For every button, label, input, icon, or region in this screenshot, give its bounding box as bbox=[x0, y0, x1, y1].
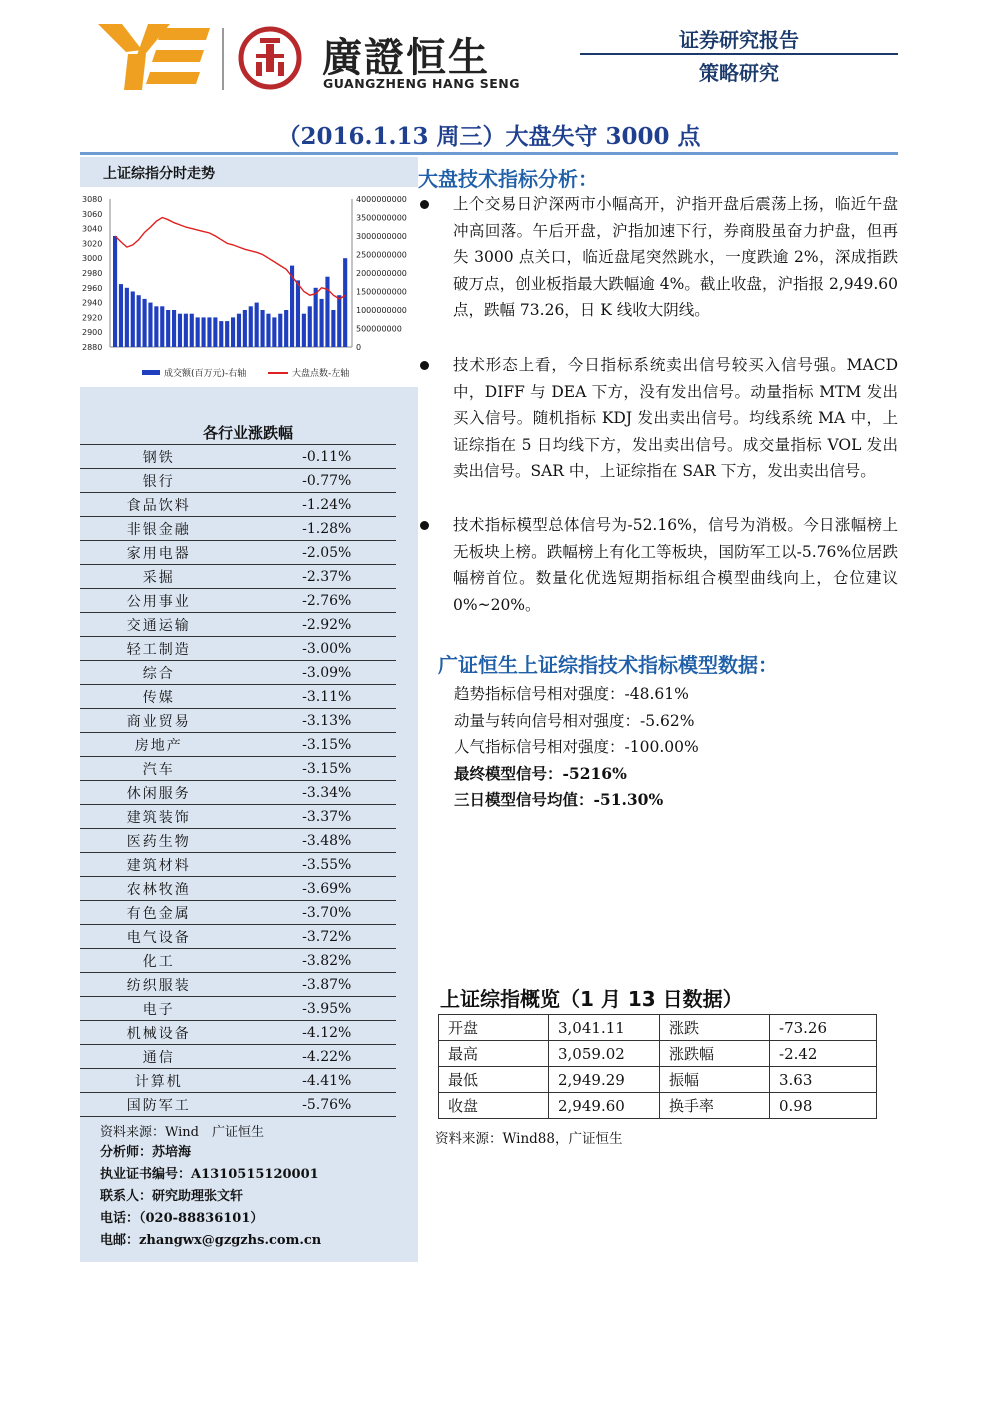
analyst-cert: 执业证书编号：A1310515120001 bbox=[100, 1167, 319, 1182]
industry-name: 电子 bbox=[80, 997, 238, 1021]
industry-name: 轻工制造 bbox=[80, 637, 238, 661]
right-tick-label: 4000000000 bbox=[356, 195, 407, 204]
industry-change: -3.87% bbox=[238, 973, 396, 997]
analysis-bullet bbox=[420, 352, 898, 485]
industry-name: 建筑材料 bbox=[80, 853, 238, 877]
report-category: 策略研究 bbox=[699, 61, 779, 85]
table-row bbox=[80, 901, 396, 925]
overview-value: 3.63 bbox=[770, 1067, 877, 1093]
table-row bbox=[80, 661, 396, 685]
industry-name: 交通运输 bbox=[80, 613, 238, 637]
volume-bar bbox=[172, 310, 176, 347]
industry-change: -3.15% bbox=[238, 733, 396, 757]
industry-name: 非银金融 bbox=[80, 517, 238, 541]
table-row bbox=[80, 925, 396, 949]
overview-value: 3,041.11 bbox=[549, 1015, 660, 1041]
industry-change: -3.34% bbox=[238, 781, 396, 805]
industry-change: -2.05% bbox=[238, 541, 396, 565]
overview-label: 涨跌 bbox=[660, 1015, 770, 1041]
table-row bbox=[80, 685, 396, 709]
volume-bar bbox=[308, 306, 312, 347]
bullet-dot-icon bbox=[420, 200, 429, 209]
table-row bbox=[80, 733, 396, 757]
seal-logo-icon bbox=[238, 26, 302, 90]
left-tick-label: 2940 bbox=[82, 298, 103, 308]
industry-name: 家用电器 bbox=[80, 541, 238, 565]
volume-bar bbox=[178, 314, 182, 347]
overview-heading: 上证综指概览（1 月 13 日数据） bbox=[440, 987, 743, 1011]
industry-name: 传媒 bbox=[80, 685, 238, 709]
table-row bbox=[80, 565, 396, 589]
left-tick-label: 2920 bbox=[82, 313, 103, 323]
model-line: 趋势指标信号相对强度：-48.61% bbox=[454, 685, 689, 703]
intraday-chart bbox=[80, 187, 418, 387]
volume-bar bbox=[119, 284, 123, 347]
industry-change: -3.09% bbox=[238, 661, 396, 685]
table-row bbox=[439, 1041, 877, 1067]
overview-label: 振幅 bbox=[660, 1067, 770, 1093]
industry-change: -2.92% bbox=[238, 613, 396, 637]
table-row bbox=[80, 853, 396, 877]
table-row bbox=[80, 757, 396, 781]
left-tick-label: 3080 bbox=[82, 195, 103, 204]
volume-bar bbox=[125, 288, 129, 347]
industry-name: 钢铁 bbox=[80, 445, 238, 469]
industry-name: 采掘 bbox=[80, 565, 238, 589]
volume-bar bbox=[225, 321, 229, 347]
table-row bbox=[80, 805, 396, 829]
volume-bar bbox=[184, 314, 188, 347]
industry-change: -4.41% bbox=[238, 1069, 396, 1093]
table-row bbox=[439, 1093, 877, 1119]
industry-name: 纺织服装 bbox=[80, 973, 238, 997]
left-tick-label: 3060 bbox=[82, 209, 103, 219]
report-type: 证券研究报告 bbox=[679, 28, 799, 52]
model-line-avg: 三日模型信号均值：-51.30% bbox=[454, 790, 664, 809]
table-row bbox=[80, 1021, 396, 1045]
analyst-email[interactable]: 电邮：zhangwx@gzgzhs.com.cn bbox=[100, 1233, 322, 1248]
industry-change: -0.77% bbox=[238, 469, 396, 493]
bullet-dot-icon bbox=[420, 361, 429, 370]
volume-bar bbox=[237, 314, 241, 347]
overview-label: 换手率 bbox=[660, 1093, 770, 1119]
right-tick-label: 500000000 bbox=[356, 324, 402, 334]
volume-bar bbox=[202, 317, 206, 347]
industry-name: 建筑装饰 bbox=[80, 805, 238, 829]
table-row bbox=[439, 1067, 877, 1093]
logo-divider bbox=[222, 28, 224, 90]
volume-bar bbox=[296, 280, 300, 347]
table-row bbox=[80, 493, 396, 517]
company-name-cn: 廣證恒生 bbox=[322, 35, 490, 81]
industry-change: -1.24% bbox=[238, 493, 396, 517]
volume-bar bbox=[337, 295, 341, 347]
industry-name: 综合 bbox=[80, 661, 238, 685]
right-tick-label: 1000000000 bbox=[356, 306, 407, 315]
volume-bar bbox=[284, 310, 288, 347]
model-line: 动量与转向信号相对强度：-5.62% bbox=[454, 711, 695, 730]
ye-logo-icon bbox=[98, 22, 210, 92]
industry-name: 计算机 bbox=[80, 1069, 238, 1093]
table-row bbox=[80, 469, 396, 493]
table-row bbox=[80, 637, 396, 661]
industry-name: 机械设备 bbox=[80, 1021, 238, 1045]
volume-bar bbox=[231, 317, 235, 347]
industry-name: 有色金属 bbox=[80, 901, 238, 925]
volume-bar bbox=[148, 303, 152, 347]
analysis-heading: 大盘技术指标分析： bbox=[418, 167, 598, 191]
industry-name: 汽车 bbox=[80, 757, 238, 781]
company-name-en: GUANGZHENG HANG SENG bbox=[323, 76, 521, 91]
industry-name: 商业贸易 bbox=[80, 709, 238, 733]
table-row bbox=[80, 997, 396, 1021]
volume-bar bbox=[261, 310, 265, 347]
right-tick-label: 1500000000 bbox=[356, 287, 407, 297]
table-row bbox=[80, 781, 396, 805]
volume-bar bbox=[243, 310, 247, 347]
industry-change: -1.28% bbox=[238, 517, 396, 541]
table-row bbox=[80, 829, 396, 853]
table-row bbox=[80, 541, 396, 565]
industry-table-title: 各行业涨跌幅 bbox=[202, 424, 293, 442]
overview-value: -2.42 bbox=[770, 1041, 877, 1067]
volume-bar bbox=[278, 314, 282, 347]
industry-name: 休闲服务 bbox=[80, 781, 238, 805]
legend-volume-swatch bbox=[142, 370, 160, 375]
overview-value: 2,949.29 bbox=[549, 1067, 660, 1093]
model-line: 人气指标信号相对强度：-100.00% bbox=[454, 738, 699, 756]
intraday-chart-svg bbox=[80, 187, 418, 387]
industry-change: -3.13% bbox=[238, 709, 396, 733]
industry-name: 农林牧渔 bbox=[80, 877, 238, 901]
industry-name: 电气设备 bbox=[80, 925, 238, 949]
overview-value: 0.98 bbox=[770, 1093, 877, 1119]
industry-change: -3.70% bbox=[238, 901, 396, 925]
volume-bar bbox=[255, 303, 259, 347]
analyst-contact: 联系人：研究助理张文轩 bbox=[100, 1189, 244, 1204]
bullet-text: 技术形态上看，今日指标系统卖出信号较买入信号强。MACD 中，DIFF 与 DEA 下方，没有发出信号。动量指标 MTM 发出买入信号。随机指标 KDJ 发出卖出信号。均线系统 MA 中，上证综指在 5 日均线下方，发出卖出信号。成交量指标 VOL 发出卖出信号。SAR 中，上证综指在 SAR 下方，发出卖出信号。 bbox=[453, 356, 898, 480]
table-row bbox=[80, 445, 396, 469]
industry-change: -2.37% bbox=[238, 565, 396, 589]
industry-change: -3.11% bbox=[238, 685, 396, 709]
overview-label: 收盘 bbox=[439, 1093, 549, 1119]
industry-change: -3.72% bbox=[238, 925, 396, 949]
industry-change: -3.48% bbox=[238, 829, 396, 853]
industry-change: -4.12% bbox=[238, 1021, 396, 1045]
bullet-text: 技术指标模型总体信号为-52.16%，信号为消极。今日涨幅榜上无板块上榜。跌幅榜上有化工等板块，国防军工以-5.76%位居跌幅榜首位。数量化优选短期指标组合模型曲线向上，仓位建议 0%~20%。 bbox=[453, 516, 898, 614]
industry-change: -5.76% bbox=[238, 1093, 396, 1117]
overview-label: 最低 bbox=[439, 1067, 549, 1093]
industry-name: 通信 bbox=[80, 1045, 238, 1069]
right-tick-label: 0 bbox=[356, 343, 362, 352]
bullet-dot-icon bbox=[420, 521, 429, 530]
volume-bar bbox=[302, 314, 306, 347]
industry-name: 国防军工 bbox=[80, 1093, 238, 1117]
left-tick-label: 2960 bbox=[82, 283, 103, 293]
industry-change: -2.76% bbox=[238, 589, 396, 613]
analyst-info bbox=[100, 1142, 321, 1252]
overview-label: 涨跌幅 bbox=[660, 1041, 770, 1067]
industry-name: 食品饮料 bbox=[80, 493, 238, 517]
legend-index-label: 大盘点数-左轴 bbox=[292, 369, 350, 379]
left-tick-label: 3000 bbox=[82, 254, 103, 264]
volume-bar bbox=[166, 310, 170, 347]
overview-value: 3,059.02 bbox=[549, 1041, 660, 1067]
document-title: （2016.1.13 周三）大盘失守 3000 点 bbox=[277, 123, 701, 150]
volume-bar bbox=[320, 299, 324, 347]
table-row bbox=[80, 709, 396, 733]
analyst-phone: 电话：（020-88836101） bbox=[100, 1211, 264, 1226]
volume-bar bbox=[272, 317, 276, 347]
industry-name: 化工 bbox=[80, 949, 238, 973]
table-row bbox=[80, 1045, 396, 1069]
industry-table bbox=[80, 444, 396, 1117]
volume-bar bbox=[331, 310, 335, 347]
volume-bar bbox=[154, 306, 158, 347]
left-tick-label: 2900 bbox=[82, 328, 103, 338]
table-row bbox=[80, 589, 396, 613]
overview-source: 资料来源：Wind88，广证恒生 bbox=[435, 1131, 623, 1147]
overview-value: -73.26 bbox=[770, 1015, 877, 1041]
table-row bbox=[80, 517, 396, 541]
legend-volume-label: 成交额(百万元)-右轴 bbox=[164, 369, 247, 379]
industry-name: 医药生物 bbox=[80, 829, 238, 853]
volume-bar bbox=[325, 277, 329, 347]
volume-bar bbox=[160, 306, 164, 347]
industry-change: -0.11% bbox=[238, 445, 396, 469]
analyst-name: 分析师：苏培海 bbox=[100, 1145, 192, 1160]
right-tick-label: 3000000000 bbox=[356, 232, 407, 241]
volume-bar bbox=[196, 317, 200, 347]
volume-bar bbox=[207, 317, 211, 347]
right-tick-label: 2000000000 bbox=[356, 269, 407, 278]
industry-change: -3.82% bbox=[238, 949, 396, 973]
left-tick-label: 3040 bbox=[82, 224, 103, 234]
volume-bar bbox=[249, 306, 253, 347]
industry-name: 公用事业 bbox=[80, 589, 238, 613]
model-data bbox=[454, 681, 699, 814]
volume-bar bbox=[113, 236, 117, 347]
volume-bar bbox=[314, 288, 318, 347]
industry-change: -3.37% bbox=[238, 805, 396, 829]
chart-title: 上证综指分时走势 bbox=[103, 166, 215, 182]
industry-change: -3.95% bbox=[238, 997, 396, 1021]
volume-bar bbox=[131, 292, 135, 348]
industry-change: -3.55% bbox=[238, 853, 396, 877]
table-row bbox=[80, 1093, 396, 1117]
table-row bbox=[80, 1069, 396, 1093]
overview-label: 开盘 bbox=[439, 1015, 549, 1041]
overview-table bbox=[438, 1014, 877, 1119]
volume-bar bbox=[190, 314, 194, 347]
right-tick-label: 3500000000 bbox=[356, 213, 407, 223]
model-line-final: 最终模型信号：-5216% bbox=[454, 763, 627, 783]
volume-bar bbox=[343, 258, 347, 347]
industry-change: -4.22% bbox=[238, 1045, 396, 1069]
table-row bbox=[439, 1015, 877, 1041]
overview-value: 2,949.60 bbox=[549, 1093, 660, 1119]
table-row bbox=[80, 877, 396, 901]
model-heading: 广证恒生上证综指技术指标模型数据： bbox=[438, 653, 778, 677]
analysis-bullet bbox=[420, 191, 898, 324]
left-tick-label: 3020 bbox=[82, 239, 103, 249]
right-tick-label: 2500000000 bbox=[356, 250, 407, 260]
header-rule bbox=[580, 53, 898, 55]
volume-bar bbox=[213, 317, 217, 347]
volume-bar bbox=[266, 314, 270, 347]
volume-bar bbox=[219, 321, 223, 347]
bullet-text: 上个交易日沪深两市小幅高开，沪指开盘后震荡上扬，临近午盘冲高回落。午后开盘，沪指加速下行，券商股虽奋力护盘，但再失 3000 点关口，临近盘尾突然跳水，一度跌逾 2%，深成指跌破万点，创业板指最大跌幅逾 4%。截止收盘，沪指报 2,949.60 点，跌幅 73.26，日 K 线收大阴线。 bbox=[453, 195, 898, 319]
industry-change: -3.15% bbox=[238, 757, 396, 781]
left-tick-label: 2980 bbox=[82, 269, 103, 278]
industry-change: -3.00% bbox=[238, 637, 396, 661]
volume-bar bbox=[137, 295, 141, 347]
industry-name: 房地产 bbox=[80, 733, 238, 757]
table-row bbox=[80, 949, 396, 973]
industry-change: -3.69% bbox=[238, 877, 396, 901]
index-line bbox=[115, 218, 345, 299]
left-tick-label: 2880 bbox=[82, 343, 103, 352]
industry-source: 资料来源：Wind 广证恒生 bbox=[100, 1125, 264, 1140]
table-row bbox=[80, 613, 396, 637]
industry-name: 银行 bbox=[80, 469, 238, 493]
overview-label: 最高 bbox=[439, 1041, 549, 1067]
volume-bar bbox=[143, 299, 147, 347]
table-row bbox=[80, 973, 396, 997]
title-rule bbox=[80, 152, 898, 155]
analysis-bullet bbox=[420, 512, 898, 618]
